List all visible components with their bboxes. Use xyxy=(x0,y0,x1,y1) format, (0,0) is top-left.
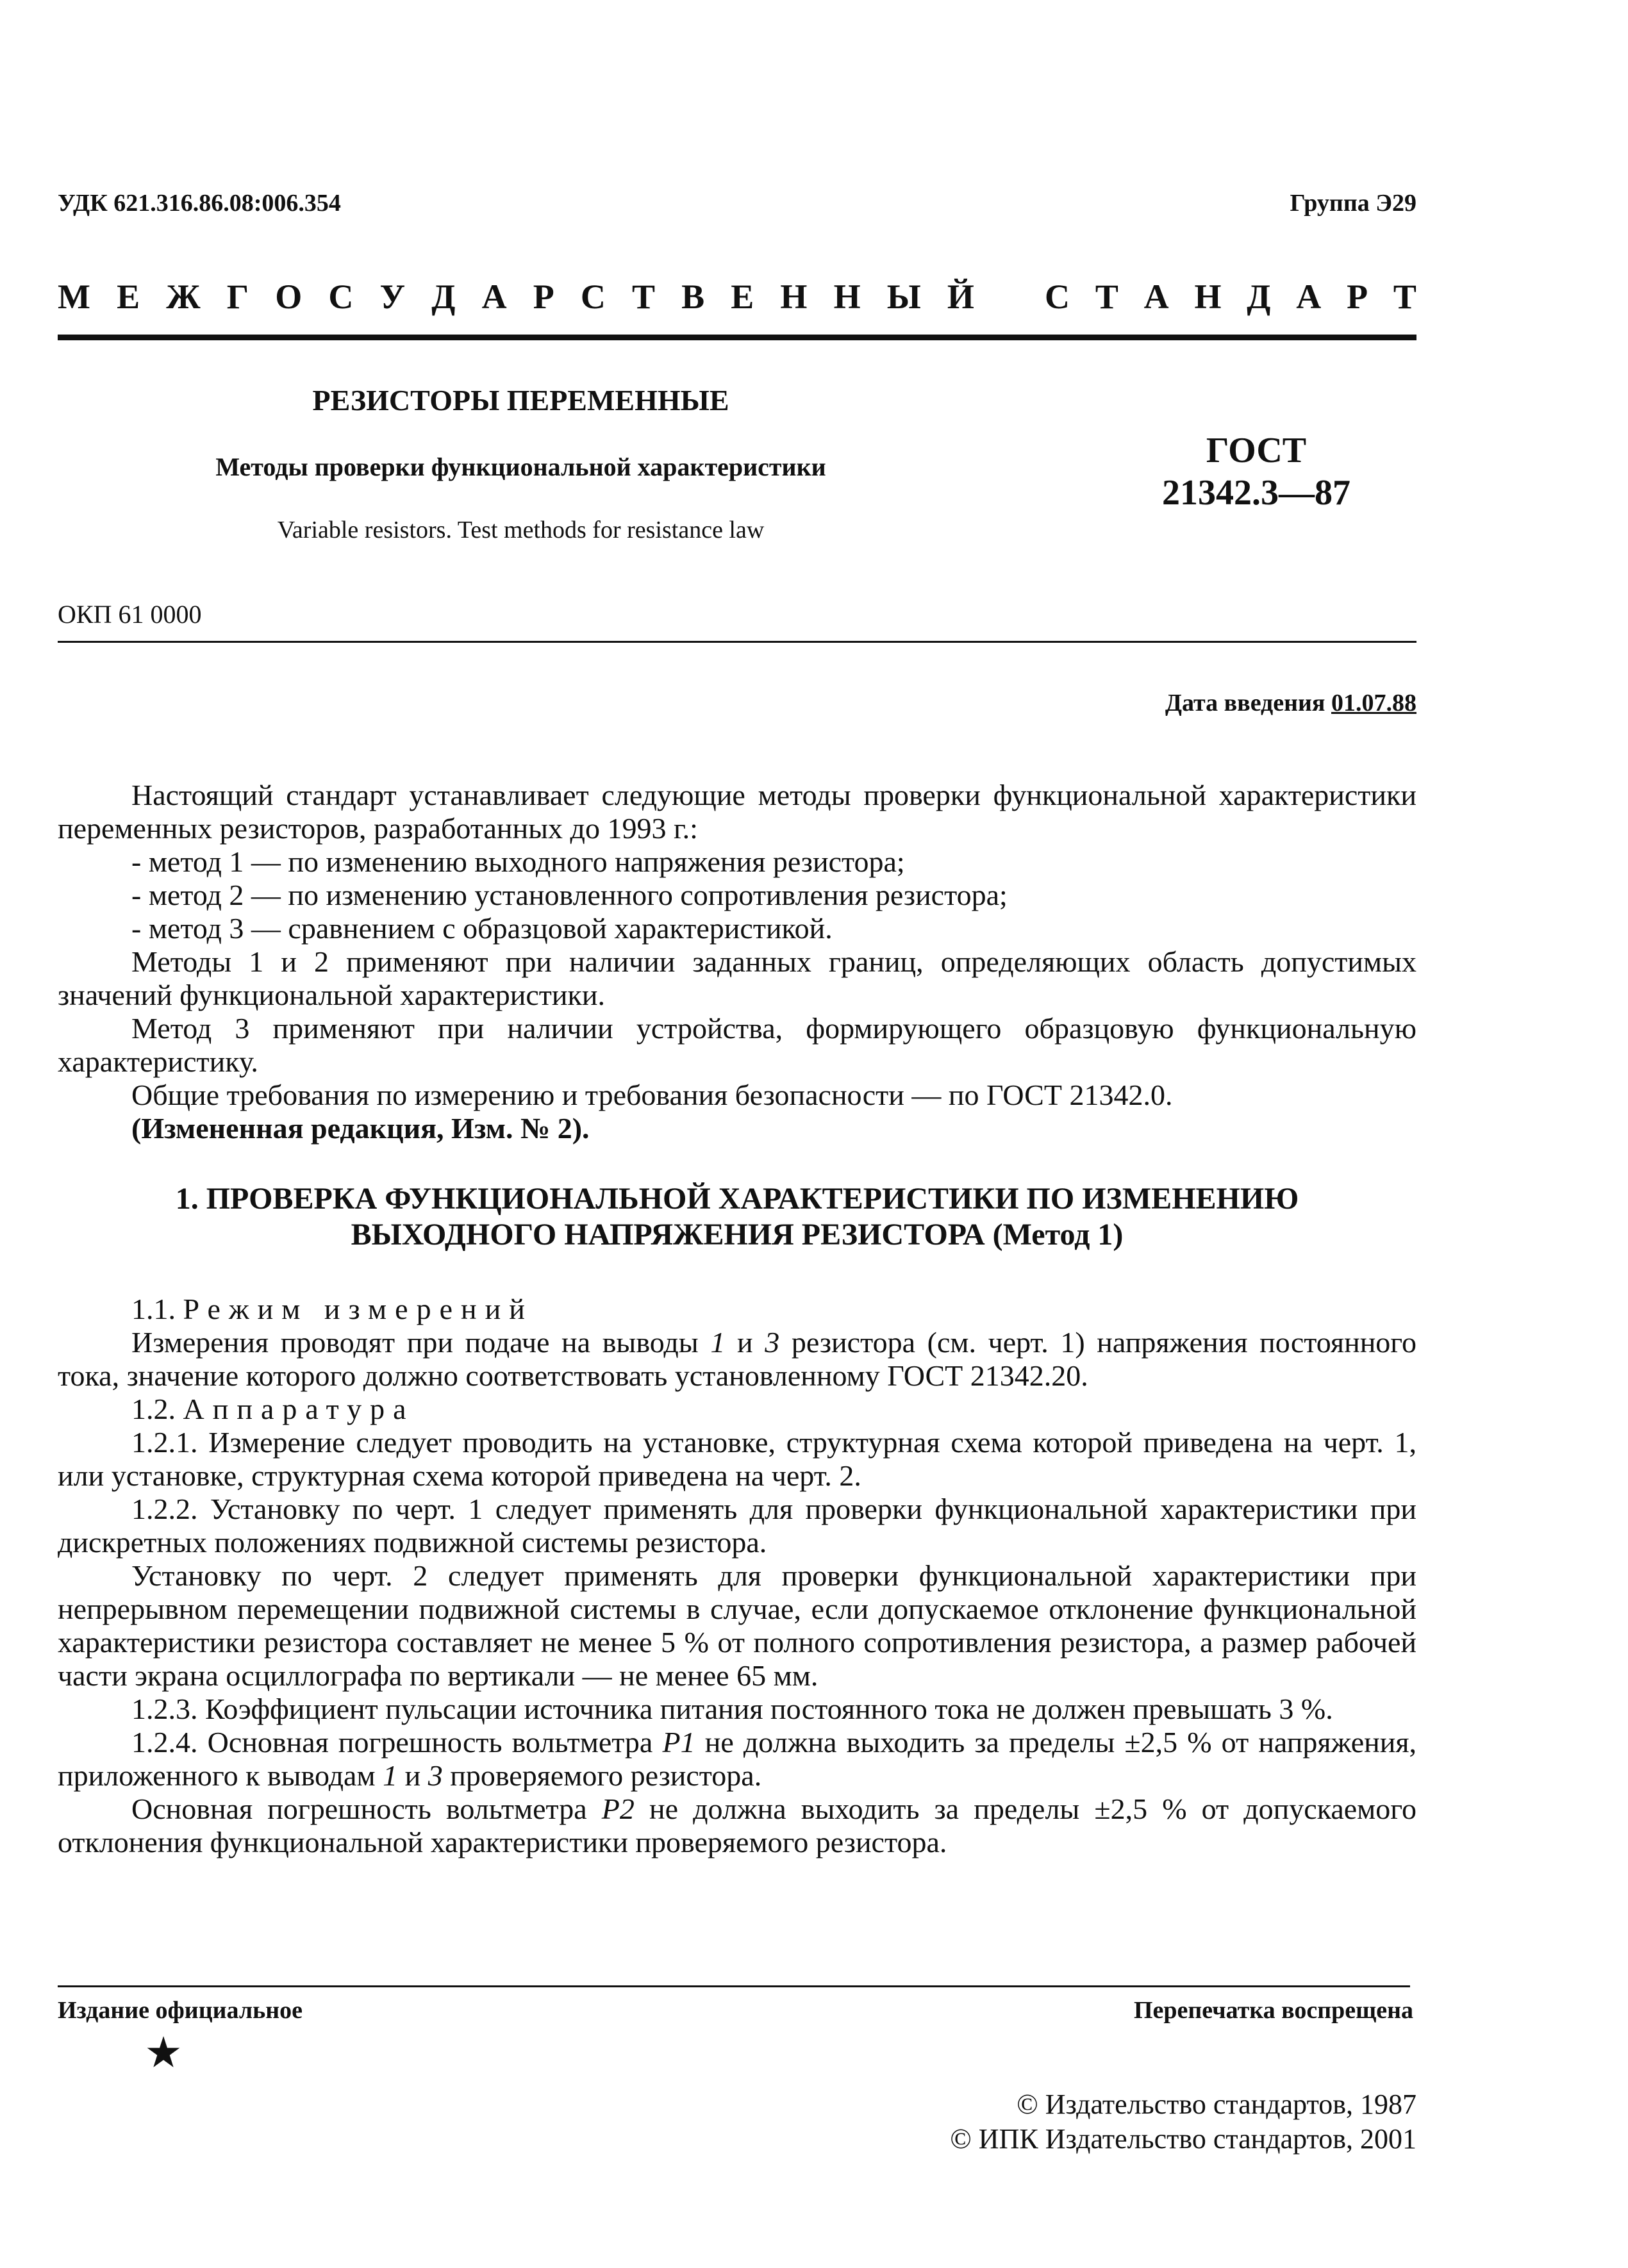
paragraph: 1.2.1. Измерение следует проводить на установке, структурная схема которой приведена на черт. 1, или установке, структурная схема которой приведена на черт. 2. xyxy=(58,1426,1416,1492)
text: резистора (см. черт. 1) напряжения постоянного тока, значение которого должно соответствовать установленному ГОСТ 21342.20. xyxy=(58,1326,1417,1392)
subsection-title: Аппаратура xyxy=(183,1393,415,1425)
copyright-1987: © Издательство стандартов, 1987 xyxy=(1017,2089,1416,2120)
terminal-number: 1 xyxy=(710,1326,726,1359)
paragraph: Установку по черт. 2 следует применять для проверки функциональной характеристики при непрерывном перемещении подвижной системы в случае, если допускаемое отклонение функциональной характеристики резистора составляет не менее 5 % от полного сопротивления резистора, а размер рабочей части экрана осциллографа по вертикали — не менее 65 мм. xyxy=(58,1559,1416,1692)
doc-title: РЕЗИСТОРЫ ПЕРЕМЕННЫЕ xyxy=(312,384,729,417)
text: не должна выходить за пределы ±2,5 % от допускаемого отклонения функциональной характеристики проверяемого резистора. xyxy=(58,1792,1417,1858)
intro-paragraph: Общие требования по измерению и требования безопасности — по ГОСТ 21342.0. xyxy=(131,1079,1173,1111)
standard-banner xyxy=(58,277,1416,317)
text: не должна выходить за пределы ±2,5 % от напряжения, приложенного к выводам xyxy=(58,1726,1417,1792)
text: 1.2.4. Основная погрешность вольтметра xyxy=(131,1726,653,1759)
instrument-label: Р1 xyxy=(662,1726,695,1759)
banner-letter: С xyxy=(580,277,606,316)
banner-letter: В xyxy=(681,277,705,316)
header-divider xyxy=(58,641,1416,643)
terminal-number: 3 xyxy=(428,1759,443,1792)
banner-right-word xyxy=(1045,277,1416,317)
copyright-2001: © ИПК Издательство стандартов, 2001 xyxy=(950,2123,1416,2155)
doc-english-title: Variable resistors. Test methods for resistance law xyxy=(277,517,765,543)
banner-letter: Р xyxy=(1347,277,1368,316)
method-item-3: - метод 3 — сравнением с образцовой характеристикой. xyxy=(131,912,833,945)
banner-letter: С xyxy=(328,277,354,316)
paragraph xyxy=(58,1792,1416,1859)
banner-letter: Е xyxy=(731,277,754,316)
banner-letter: Н xyxy=(1194,277,1222,316)
text: Измерения проводят при подаче на выводы xyxy=(131,1326,699,1359)
amendment-note: (Измененная редакция, Изм. № 2). xyxy=(131,1112,590,1145)
subsection-number: 1.2. xyxy=(131,1393,176,1425)
section-1-body xyxy=(58,1293,1416,1859)
doc-subtitle: Методы проверки функциональной характеристики xyxy=(215,452,826,481)
paragraph xyxy=(58,1326,1416,1393)
instrument-label: Р2 xyxy=(601,1792,635,1825)
subsection-heading xyxy=(58,1393,1416,1426)
banner-letter: Г xyxy=(226,277,249,316)
section-title xyxy=(58,1181,1416,1253)
banner-letter: У xyxy=(379,277,406,316)
banner-letter: Д xyxy=(431,277,456,316)
banner-letter: О xyxy=(275,277,303,316)
star-icon xyxy=(146,2035,181,2069)
intro-paragraph: Настоящий стандарт устанавливает следующие методы проверки функциональной характеристики переменных резисторов, разработанных до 1993 г.: xyxy=(58,779,1416,845)
banner-letter: Е xyxy=(117,277,140,316)
banner-left-word xyxy=(58,277,974,317)
banner-underline xyxy=(58,335,1416,340)
paragraph: 1.2.2. Установку по черт. 1 следует применять для проверки функциональной характеристики при дискретных положениях подвижной системы резистора. xyxy=(58,1493,1416,1559)
banner-letter: Р xyxy=(533,277,554,316)
official-edition: Издание официальное xyxy=(58,1997,303,2024)
paragraph xyxy=(58,1726,1416,1792)
banner-letter: Й xyxy=(947,277,974,316)
banner-letter: М xyxy=(58,277,90,316)
banner-letter: Ы xyxy=(886,277,921,316)
paragraph: 1.2.3. Коэффициент пульсации источника питания постоянного тока не должен превышать 3 %. xyxy=(131,1693,1333,1725)
banner-letter: Т xyxy=(1095,277,1118,316)
footer-divider xyxy=(58,1985,1410,1987)
intro-paragraph: Метод 3 применяют при наличии устройства, формирующего образцовую функциональную характеристику. xyxy=(58,1012,1416,1078)
banner-letter: Т xyxy=(1393,277,1416,316)
terminal-number: 3 xyxy=(765,1326,780,1359)
banner-letter: Т xyxy=(631,277,655,316)
banner-letter: Ж xyxy=(166,277,201,316)
banner-letter: А xyxy=(1143,277,1169,316)
gost-label: ГОСТ xyxy=(1206,431,1307,470)
subsection-heading xyxy=(58,1293,1416,1326)
reprint-prohibited: Перепечатка воспрещена xyxy=(1133,1997,1413,2024)
udk-code: УДК 621.316.86.08:006.354 xyxy=(58,190,341,217)
subsection-title: Режим измерений xyxy=(183,1293,533,1325)
gost-number: 21342.3—87 xyxy=(1162,473,1350,513)
text: и xyxy=(737,1326,753,1359)
effective-date-value: 01.07.88 xyxy=(1331,690,1416,716)
banner-letter: А xyxy=(481,277,507,316)
effective-date-label: Дата введения xyxy=(1165,690,1325,716)
terminal-number: 1 xyxy=(383,1759,398,1792)
okp-code: ОКП 61 0000 xyxy=(58,600,202,629)
section-title-line: 1. ПРОВЕРКА ФУНКЦИОНАЛЬНОЙ ХАРАКТЕРИСТИКИ ПО ИЗМЕНЕНИЮ xyxy=(175,1182,1299,1216)
intro-section xyxy=(58,779,1416,1145)
method-item-1: - метод 1 — по изменению выходного напряжения резистора; xyxy=(131,845,905,878)
group-code: Группа Э29 xyxy=(1290,190,1416,217)
banner-letter: С xyxy=(1045,277,1070,316)
banner-letter: Н xyxy=(833,277,861,316)
section-title-line: ВЫХОДНОГО НАПРЯЖЕНИЯ РЕЗИСТОРА (Метод 1) xyxy=(351,1218,1124,1252)
banner-letter: А xyxy=(1296,277,1322,316)
banner-letter: Н xyxy=(780,277,808,316)
method-item-2: - метод 2 — по изменению установленного сопротивления резистора; xyxy=(131,879,1008,911)
text: проверяемого резистора. xyxy=(450,1759,762,1792)
banner-letter: Д xyxy=(1247,277,1271,316)
subsection-number: 1.1. xyxy=(131,1293,176,1325)
effective-date xyxy=(1165,689,1416,717)
text: Основная погрешность вольтметра xyxy=(131,1792,587,1825)
text: и xyxy=(404,1759,421,1792)
intro-paragraph: Методы 1 и 2 применяют при наличии заданных границ, определяющих область допустимых значений функциональной характеристики. xyxy=(58,945,1416,1011)
